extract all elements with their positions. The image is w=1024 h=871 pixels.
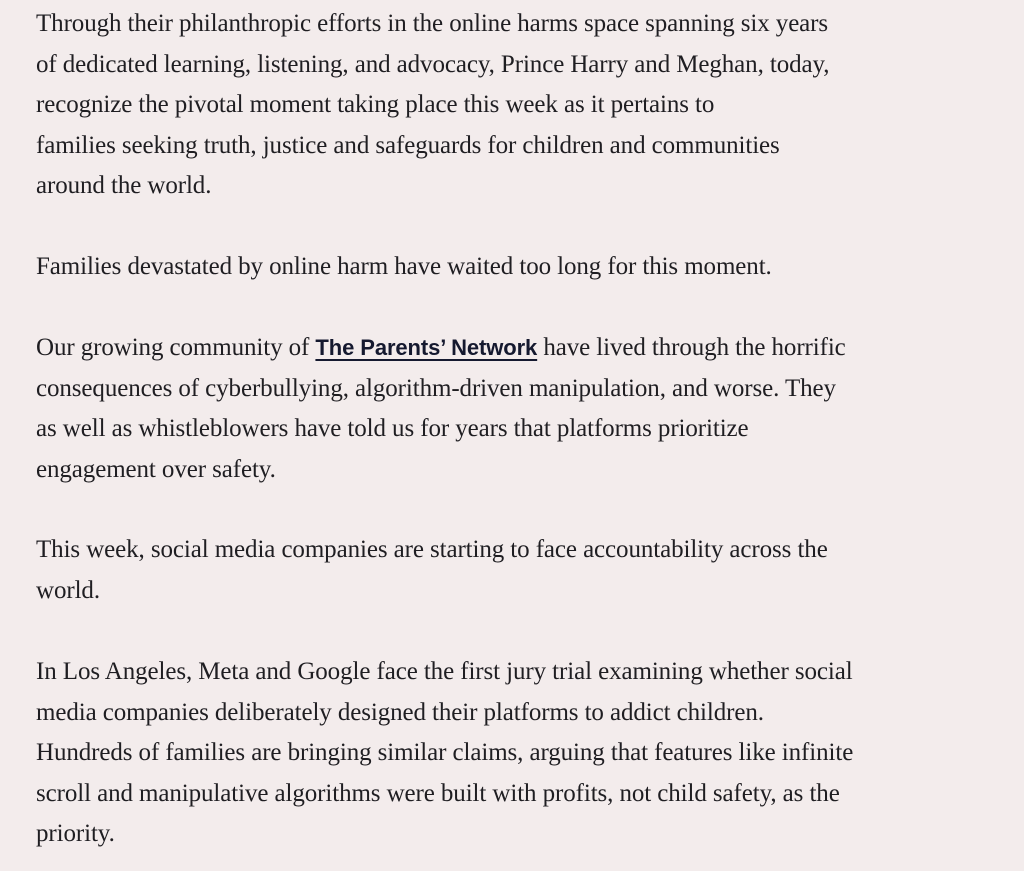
paragraph-line: Through their philanthropic efforts in the online harms space spanning six years (36, 10, 829, 37)
paragraph-line: as well as whistleblowers have told us for years that platforms prioritize (36, 415, 749, 442)
paragraph-line: media companies deliberately designed their platforms to addict children. (36, 698, 764, 726)
paragraph-line: families seeking truth, justice and safeguards for children and communities (36, 131, 780, 159)
text-run: have lived through the horrific (537, 334, 846, 361)
paragraph-line: Hundreds of families are bringing similar claims, arguing that features like infinite (36, 739, 854, 766)
paragraph-families-devastated (36, 247, 1006, 288)
paragraph-line: In Los Angeles, Meta and Google face the first jury trial examining whether social (36, 658, 853, 685)
paragraph-accountability (36, 530, 1006, 611)
paragraph-line: Families devastated by online harm have waited too long for this moment. (36, 253, 772, 280)
parents-network-link[interactable]: The Parents’ Network (315, 335, 538, 360)
paragraph-line: engagement over safety. (36, 455, 276, 483)
paragraph-line: recognize the pivotal moment taking place this week as it pertains to (36, 91, 715, 118)
paragraph-line (36, 328, 1006, 369)
paragraph-line: around the world. (36, 172, 212, 199)
paragraph-line: of dedicated learning, listening, and advocacy, Prince Harry and Meghan, today, (36, 50, 830, 78)
paragraph-los-angeles-trial (36, 652, 1006, 855)
paragraph-parents-network (36, 328, 1006, 490)
paragraph-line: scroll and manipulative algorithms were built with profits, not child safety, as the (36, 779, 840, 807)
paragraph-line: This week, social media companies are starting to face accountability across the (36, 536, 828, 563)
text-run: Our growing community of (36, 334, 316, 361)
paragraph-line: world. (36, 576, 100, 604)
paragraph-line: consequences of cyberbullying, algorithm-driven manipulation, and worse. They (36, 374, 836, 402)
paragraph-line: priority. (36, 820, 115, 847)
paragraph-philanthropic-efforts (36, 4, 1006, 207)
